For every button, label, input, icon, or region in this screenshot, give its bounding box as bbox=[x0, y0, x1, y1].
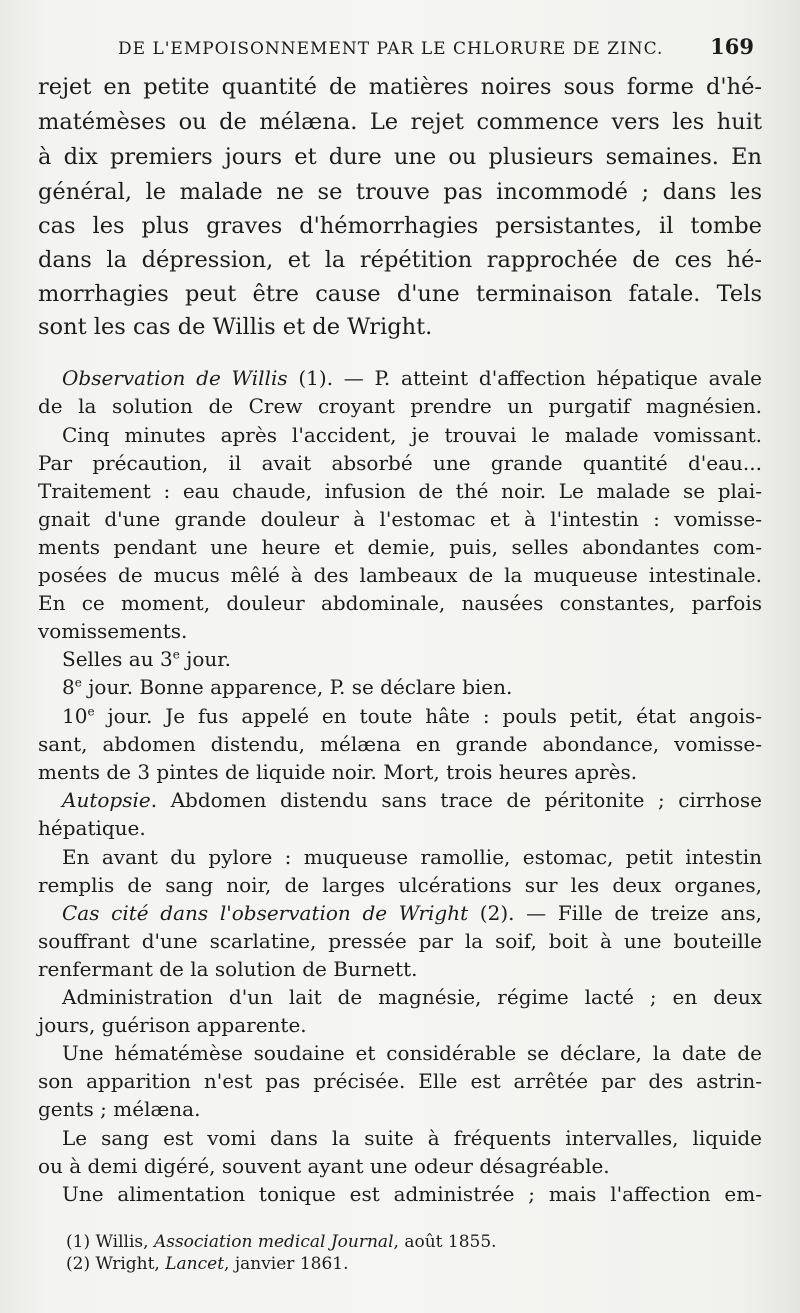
text-line: sant, abdomen distendu, mélæna en grande abondance, vomisse- bbox=[38, 732, 762, 756]
text-line: rejet en petite quantité de matières noires sous forme d'hé- bbox=[38, 74, 762, 100]
observation-title: Observation de Willis bbox=[62, 366, 288, 390]
text-line: ments de 3 pintes de liquide noir. Mort, trois heures après. bbox=[38, 760, 638, 784]
text-line: remplis de sang noir, de larges ulcérations sur les deux organes, bbox=[38, 873, 762, 897]
text-line: Le sang est vomi dans la suite à fréquents intervalles, liquide bbox=[62, 1126, 762, 1150]
text-line: En ce moment, douleur abdominale, nausées constantes, parfois bbox=[38, 591, 762, 615]
text-line: hépatique. bbox=[38, 816, 146, 840]
text-line: matémèses ou de mélæna. Le rejet commence vers les huit bbox=[38, 109, 762, 135]
observation-title: Cas cité dans l'observation de Wright bbox=[62, 901, 469, 925]
observation-heading-line: Cas cité dans l'observation de Wright (2). — Fille de treize ans, bbox=[62, 901, 762, 925]
text-line: gents ; mélæna. bbox=[38, 1097, 201, 1121]
text-line: son apparition n'est pas précisée. Elle est arrêtée par des astrin- bbox=[38, 1069, 762, 1093]
text-line: Traitement : eau chaude, infusion de thé noir. Le malade se plai- bbox=[38, 479, 762, 503]
text-line: renfermant de la solution de Burnett. bbox=[38, 957, 418, 981]
text-line: cas les plus graves d'hémorrhagies persistantes, il tombe bbox=[38, 213, 762, 239]
running-header bbox=[118, 34, 754, 59]
text-line: Administration d'un lait de magnésie, régime lacté ; en deux bbox=[62, 985, 762, 1009]
text-line: En avant du pylore : muqueuse ramollie, estomac, petit intestin bbox=[62, 845, 762, 869]
text-line: Par précaution, il avait absorbé une grande quantité d'eau... bbox=[38, 451, 762, 475]
text-line: 8e jour. Bonne apparence, P. se déclare bien. bbox=[62, 675, 513, 699]
text-line: à dix premiers jours et dure une ou plusieurs semaines. En bbox=[38, 144, 762, 170]
page-number: 169 bbox=[710, 34, 754, 59]
observation-heading-line: Observation de Willis (1). — P. atteint d'affection hépatique avale bbox=[62, 366, 762, 390]
text-line: Selles au 3e jour. bbox=[62, 647, 231, 671]
text-line: général, le malade ne se trouve pas incommodé ; dans les bbox=[38, 179, 762, 205]
text-line: sont les cas de Willis et de Wright. bbox=[38, 314, 433, 340]
text-line: Une alimentation tonique est administrée ; mais l'affection em- bbox=[62, 1182, 762, 1206]
text-line: 10e jour. Je fus appelé en toute hâte : pouls petit, état angois- bbox=[62, 704, 762, 728]
footnote-1: (1) Willis, Association medical Journal, août 1855. bbox=[66, 1232, 497, 1252]
running-title: DE L'EMPOISONNEMENT PAR LE CHLORURE DE ZINC. bbox=[118, 39, 664, 59]
text-line: ou à demi digéré, souvent ayant une odeur désagréable. bbox=[38, 1154, 610, 1178]
text-line: Une hématémèse soudaine et considérable se déclare, la date de bbox=[62, 1041, 762, 1065]
text-line: gnait d'une grande douleur à l'estomac et à l'intestin : vomisse- bbox=[38, 507, 762, 531]
autopsie-label: Autopsie bbox=[62, 788, 151, 812]
text-line: Autopsie. Abdomen distendu sans trace de péritonite ; cirrhose bbox=[62, 788, 762, 812]
text-line: jours, guérison apparente. bbox=[38, 1013, 307, 1037]
text-line: morrhagies peut être cause d'une terminaison fatale. Tels bbox=[38, 281, 762, 307]
text-line: dans la dépression, et la répétition rapprochée de ces hé- bbox=[38, 247, 762, 273]
text-line: de la solution de Crew croyant prendre un purgatif magnésien. bbox=[38, 394, 762, 418]
text-line: souffrant d'une scarlatine, pressée par la soif, boit à une bouteille bbox=[38, 929, 762, 953]
text-line: vomissements. bbox=[38, 619, 188, 643]
text-line: posées de mucus mêlé à des lambeaux de la muqueuse intestinale. bbox=[38, 563, 762, 587]
text-line: Cinq minutes après l'accident, je trouvai le malade vomissant. bbox=[62, 423, 762, 447]
text-line: ments pendant une heure et demie, puis, selles abondantes com- bbox=[38, 535, 762, 559]
footnote-2: (2) Wright, Lancet, janvier 1861. bbox=[66, 1254, 349, 1274]
